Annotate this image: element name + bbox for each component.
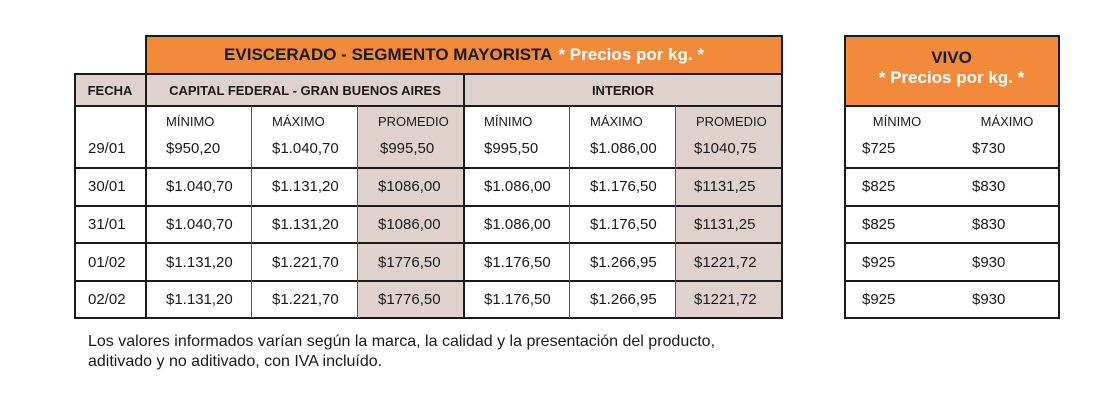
grid-line (844, 317, 1060, 319)
table-cell: $1.221,70 (272, 254, 339, 271)
table-cell: $1.176,50 (590, 178, 657, 195)
table-cell: $825 (862, 178, 896, 195)
vivo-title: VIVO (931, 48, 972, 67)
footnote-line-1: Los valores informados varían según la marca, la calidad y la presentación del producto, (88, 333, 716, 350)
grid-line (844, 242, 1060, 244)
col-header-interior-prom: PROMEDIO (696, 114, 767, 129)
grid-line (844, 167, 1060, 169)
table-cell: $1131,25 (694, 216, 756, 233)
table-cell: $1.040,70 (166, 216, 233, 233)
col-header-capital-prom: PROMEDIO (378, 114, 449, 129)
table-cell: $925 (862, 291, 896, 308)
col-header-capital-min: MÍNIMO (166, 114, 215, 129)
table-cell: $1.266,95 (590, 254, 657, 271)
grid-line (844, 35, 846, 319)
table-cell: $830 (972, 178, 1006, 195)
table-cell: $925 (862, 254, 896, 271)
col-header-interior-max: MÁXIMO (590, 114, 643, 129)
table-cell: $730 (972, 140, 1006, 157)
table-row-date: 30/01 (88, 178, 126, 195)
main-title-note: * Precios por kg. * (558, 45, 704, 64)
table-cell: $930 (972, 254, 1006, 271)
table-cell: $1.086,00 (590, 140, 657, 157)
table-cell: $825 (862, 216, 896, 233)
table-row-date: 02/02 (88, 291, 126, 308)
table-cell: $725 (862, 140, 896, 157)
fecha-header: FECHA (87, 82, 133, 98)
table-cell: $1040,75 (694, 140, 757, 157)
vivo-col-header-max: MÁXIMO (980, 114, 1034, 129)
grid-line (844, 205, 1060, 207)
table-cell: $930 (972, 291, 1006, 308)
table-cell: $1.221,70 (272, 291, 339, 308)
grid-line (1058, 35, 1060, 319)
interior-group-header: INTERIOR (591, 82, 655, 98)
grid-line (844, 105, 1060, 107)
table-cell: $995,50 (484, 140, 539, 157)
vivo-title-note: * Precios por kg. * (878, 68, 1025, 87)
table-cell: $1.040,70 (272, 140, 339, 157)
table-cell: $995,50 (380, 140, 435, 157)
table-row-date: 29/01 (88, 140, 126, 157)
table-cell: $1.176,50 (484, 291, 551, 308)
table-cell: $1.131,20 (272, 178, 339, 195)
main-title-text: EVISCERADO - SEGMENTO MAYORISTA (224, 45, 553, 64)
col-header-interior-min: MÍNIMO (484, 114, 533, 129)
grid-line (844, 35, 1060, 37)
grid-line (844, 280, 1060, 282)
table-cell: $1.131,20 (166, 291, 233, 308)
table-cell: $1.040,70 (166, 178, 233, 195)
table-cell: $1086,00 (378, 216, 441, 233)
table-cell: $1086,00 (378, 178, 441, 195)
table-row-date: 31/01 (88, 216, 126, 233)
table-cell: $1776,50 (378, 291, 441, 308)
table-cell: $1.131,20 (272, 216, 339, 233)
table-cell: $1776,50 (378, 254, 441, 271)
capital-group-header: CAPITAL FEDERAL - GRAN BUENOS AIRES (169, 82, 441, 98)
table-cell: $1221,72 (694, 254, 757, 271)
table-cell: $1.176,50 (590, 216, 657, 233)
table-cell: $1.176,50 (484, 254, 551, 271)
table-cell: $1.131,20 (166, 254, 233, 271)
table-row-date: 01/02 (88, 254, 126, 271)
col-header-capital-max: MÁXIMO (272, 114, 325, 129)
table-cell: $1.086,00 (484, 216, 551, 233)
footnote (88, 332, 848, 372)
table-cell: $1.086,00 (484, 178, 551, 195)
table-cell: $1221,72 (694, 291, 757, 308)
table-cell: $1.266,95 (590, 291, 657, 308)
vivo-col-header-min: MÍNIMO (872, 114, 922, 129)
footnote-line-2: aditivado y no aditivado, con IVA incluído. (88, 353, 383, 370)
table-cell: $1131,25 (694, 178, 756, 195)
table-cell: $950,20 (166, 140, 221, 157)
table-cell: $830 (972, 216, 1006, 233)
